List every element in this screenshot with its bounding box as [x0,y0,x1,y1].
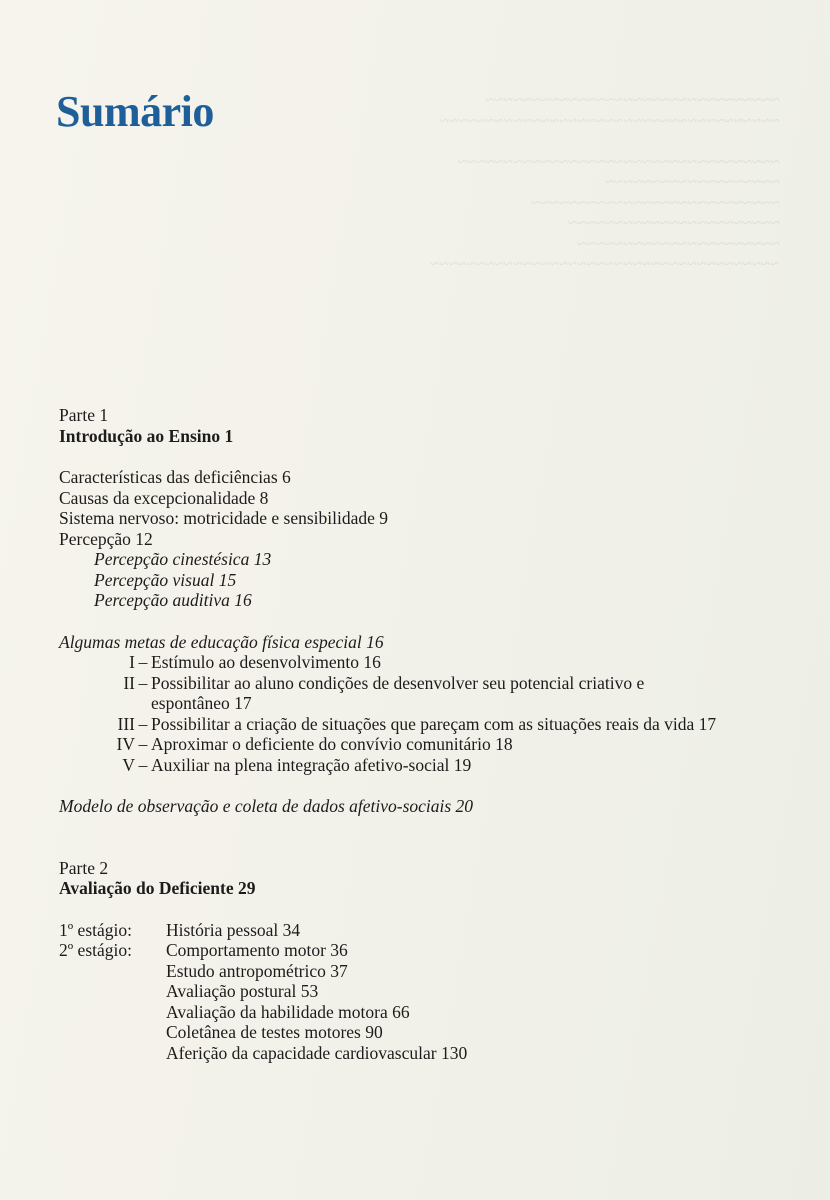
goal-text: Auxiliar na plena integração afetivo-social 19 [151,754,472,775]
toc-entry: Causas da excepcionalidade 8 [59,487,269,508]
stage-entry: Coletânea de testes motores 90 [166,1022,383,1042]
goal-text: Aproximar o deficiente do convívio comunitário 18 [151,734,513,754]
goal-dash: – [138,652,148,672]
model-entry: Modelo de observação e coleta de dados afetivo-sociais 20 [59,796,474,816]
toc-entry: Percepção 12 [59,528,153,549]
toc-entry: Características das deficiências 6 [59,467,291,487]
goal-item [59,755,799,776]
stage-row [59,920,799,941]
page-title: Sumário [56,87,214,136]
stage-label: 2º estágio: [59,940,132,960]
stage-row [59,940,799,961]
show-through-text: ~~~~~~~~~~~~~~~~~~~~~~~~~~~~~~~~ ~~~~~~~~~~~~~~~~~~~~~~~~~~~~~~~~~~~~~ ~~~~~~~~~~~~~~~~~~~~~~~~~~~~~~~~~~~ ~~~~~~~~~~~~~~~~~~~ ~~~~~~~~~~~~~~~~~~~~~~~~~~~ ~~~~~~~~~~~~~~~~~~~~~~~ ~~~~~~~~~~~~~~~~~~~~~~ ~~~~~~~~~~~~~~~~~~~~~~~~~~~~~~~~~~~~~~ [430,90,780,273]
part-heading: Avaliação do Deficiente 29 [59,878,256,898]
goal-text: Estímulo ao desenvolvimento 16 [151,652,381,672]
toc-subentry: Percepção visual 15 [94,569,237,590]
toc-entry: Sistema nervoso: motricidade e sensibilidade 9 [59,508,389,528]
stage-entry: Aferição da capacidade cardiovascular 130 [166,1042,468,1063]
goal-item [59,673,799,694]
goal-text: Possibilitar a criação de situações que pareçam com as situações reais da vida 17 [151,713,717,734]
goal-number: I [129,652,135,672]
goal-dash: – [138,734,148,754]
part-label: Parte 2 [59,857,109,878]
stage-entry: Estudo antropométrico 37 [166,960,348,981]
stage-entry: Comportamento motor 36 [166,940,348,960]
stage-label: 1º estágio: [59,919,132,940]
goal-number: II [123,672,135,693]
goals-heading: Algumas metas de educação física especial 16 [59,631,384,652]
part-heading: Introdução ao Ensino 1 [59,425,234,446]
goal-text-continuation: espontâneo 17 [151,693,252,713]
toc-subentry: Percepção cinestésica 13 [94,549,272,569]
toc-subentry: Percepção auditiva 16 [94,590,252,610]
goal-item [59,652,799,673]
stage-entry: Avaliação da habilidade motora 66 [166,1001,410,1022]
goal-number: IV [116,734,135,754]
goal-dash: – [138,672,148,693]
part-label: Parte 1 [59,405,109,425]
stage-entry: Avaliação postural 53 [166,981,319,1001]
goal-item [59,714,799,735]
goal-number: V [122,754,135,775]
goal-text: Possibilitar ao aluno condições de desenvolver seu potencial criativo e [151,672,645,693]
goal-dash: – [138,713,148,734]
goal-number: III [117,713,135,734]
table-of-contents [59,405,799,1063]
stage-entry: História pessoal 34 [166,919,301,940]
goal-item [59,734,799,755]
goal-dash: – [138,754,148,775]
